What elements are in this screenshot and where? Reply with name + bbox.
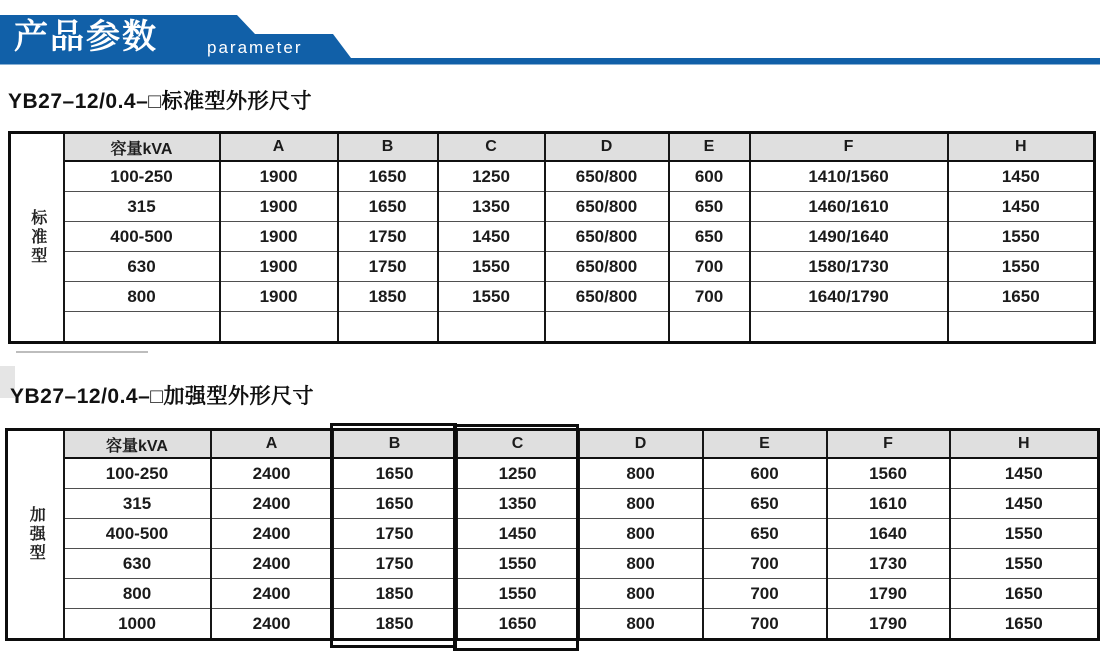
table-cell: 650/800: [545, 222, 669, 252]
table-row: [10, 282, 1095, 312]
table-cell: 1450: [948, 161, 1095, 192]
table-cell: 1450: [457, 519, 579, 549]
table-cell: 600: [703, 458, 827, 489]
table-row: [10, 252, 1095, 282]
table-cell: 1550: [950, 549, 1099, 579]
table-row: [10, 312, 1095, 343]
column-header: B: [333, 430, 457, 459]
column-header: C: [438, 133, 545, 162]
table-cell: 1650: [338, 161, 438, 192]
table-cell: 1850: [333, 609, 457, 640]
table-row: [7, 549, 1099, 579]
table-cell: 1790: [827, 579, 950, 609]
table-cell: 1750: [333, 519, 457, 549]
table-cell: 1650: [950, 579, 1099, 609]
table-cell: 700: [669, 252, 750, 282]
table-cell: 1650: [948, 282, 1095, 312]
table-cell: 1850: [333, 579, 457, 609]
table-cell: 1250: [457, 458, 579, 489]
table-cell: 800: [579, 458, 703, 489]
table-cell: 100-250: [64, 458, 211, 489]
table-cell: 1550: [457, 549, 579, 579]
table-cell: 1450: [438, 222, 545, 252]
table-cell: 1450: [948, 192, 1095, 222]
column-header: E: [669, 133, 750, 162]
table-cell: 650: [703, 519, 827, 549]
table-cell: 1640: [827, 519, 950, 549]
side-label: 加强型: [27, 506, 45, 563]
table-cell: 700: [703, 579, 827, 609]
table-cell: 700: [669, 282, 750, 312]
column-header: E: [703, 430, 827, 459]
table-cell: 800: [64, 579, 211, 609]
table-cell: 1900: [220, 282, 338, 312]
table-cell: 1490/1640: [750, 222, 948, 252]
column-header: F: [750, 133, 948, 162]
table-cell: 800: [579, 549, 703, 579]
table-row: [10, 222, 1095, 252]
table-cell: 1750: [338, 222, 438, 252]
table-row: [7, 458, 1099, 489]
column-header: B: [338, 133, 438, 162]
table-cell: 400-500: [64, 222, 220, 252]
table-cell: 2400: [211, 519, 333, 549]
table-cell: 650/800: [545, 192, 669, 222]
table-cell: [64, 312, 220, 343]
table-cell: 650: [669, 192, 750, 222]
table-cell: 650/800: [545, 161, 669, 192]
table-cell: 1580/1730: [750, 252, 948, 282]
table-cell: 1550: [438, 252, 545, 282]
table-header-row: [7, 430, 1099, 459]
table-cell: 1900: [220, 192, 338, 222]
table-cell: 800: [579, 519, 703, 549]
table-cell: 1550: [457, 579, 579, 609]
table-cell: 2400: [211, 458, 333, 489]
table-row: [10, 161, 1095, 192]
table-cell: [220, 312, 338, 343]
table-cell: 1410/1560: [750, 161, 948, 192]
column-header: C: [457, 430, 579, 459]
table-cell: 1610: [827, 489, 950, 519]
table-cell: 650: [669, 222, 750, 252]
table-cell: 1900: [220, 252, 338, 282]
table-cell: 2400: [211, 579, 333, 609]
table-cell: 2400: [211, 609, 333, 640]
table-cell: 1730: [827, 549, 950, 579]
column-header: D: [545, 133, 669, 162]
column-header: H: [948, 133, 1095, 162]
standard-dimensions-table: [8, 131, 1096, 344]
table-cell: 650/800: [545, 282, 669, 312]
table-header-row: [10, 133, 1095, 162]
table-cell: 1550: [948, 252, 1095, 282]
table-cell: 1550: [950, 519, 1099, 549]
table-cell: 1650: [333, 489, 457, 519]
column-header: A: [220, 133, 338, 162]
table-cell: 100-250: [64, 161, 220, 192]
table-cell: 1460/1610: [750, 192, 948, 222]
table-cell: 1450: [950, 458, 1099, 489]
column-header: F: [827, 430, 950, 459]
banner-subtitle: parameter: [207, 38, 303, 57]
column-header: D: [579, 430, 703, 459]
table-cell: 800: [579, 609, 703, 640]
table-row: [7, 519, 1099, 549]
table-cell: 1640/1790: [750, 282, 948, 312]
table-cell: 630: [64, 549, 211, 579]
table-cell: [545, 312, 669, 343]
table-row: [7, 579, 1099, 609]
table-cell: [750, 312, 948, 343]
side-label-cell: [10, 133, 64, 343]
heading-standard-dimensions: YB27–12/0.4–□标准型外形尺寸: [8, 90, 312, 113]
table-cell: 1250: [438, 161, 545, 192]
table-cell: 1650: [333, 458, 457, 489]
reinforced-dimensions-table: [5, 428, 1100, 641]
table-cell: 1790: [827, 609, 950, 640]
table-cell: 1000: [64, 609, 211, 640]
table-cell: 1350: [457, 489, 579, 519]
table-cell: 1560: [827, 458, 950, 489]
table-cell: [669, 312, 750, 343]
table-cell: 1900: [220, 161, 338, 192]
table-cell: 2400: [211, 489, 333, 519]
table-cell: 1650: [950, 609, 1099, 640]
banner-title: 产品参数: [14, 18, 158, 56]
table-cell: 315: [64, 192, 220, 222]
table-cell: 700: [703, 609, 827, 640]
table-row: [10, 192, 1095, 222]
table-cell: 800: [579, 579, 703, 609]
column-header: 容量kVA: [64, 430, 211, 459]
table-cell: 800: [64, 282, 220, 312]
table-cell: 1550: [438, 282, 545, 312]
table-cell: 1650: [457, 609, 579, 640]
table-cell: 650: [703, 489, 827, 519]
table-cell: 700: [703, 549, 827, 579]
table-cell: 1350: [438, 192, 545, 222]
table-row: [7, 609, 1099, 640]
table-cell: 1900: [220, 222, 338, 252]
side-label-cell: [7, 430, 64, 640]
table-cell: 650/800: [545, 252, 669, 282]
table-cell: 600: [669, 161, 750, 192]
table-cell: 2400: [211, 549, 333, 579]
column-header: 容量kVA: [64, 133, 220, 162]
table-cell: 1750: [333, 549, 457, 579]
table-cell: 1850: [338, 282, 438, 312]
table-cell: [338, 312, 438, 343]
table-cell: 630: [64, 252, 220, 282]
table-cell: [948, 312, 1095, 343]
table-cell: 1750: [338, 252, 438, 282]
table-cell: 400-500: [64, 519, 211, 549]
table-cell: [438, 312, 545, 343]
table-cell: 315: [64, 489, 211, 519]
heading-reinforced-dimensions: YB27–12/0.4–□加强型外形尺寸: [10, 385, 314, 408]
column-header: A: [211, 430, 333, 459]
table-cell: 1450: [950, 489, 1099, 519]
column-header: H: [950, 430, 1099, 459]
table-cell: 1650: [338, 192, 438, 222]
table-cell: 800: [579, 489, 703, 519]
side-label: 标准型: [28, 209, 46, 266]
table-row: [7, 489, 1099, 519]
table-cell: 1550: [948, 222, 1095, 252]
banner-shape: [0, 0, 1100, 70]
scan-artifact-line: [16, 351, 148, 353]
